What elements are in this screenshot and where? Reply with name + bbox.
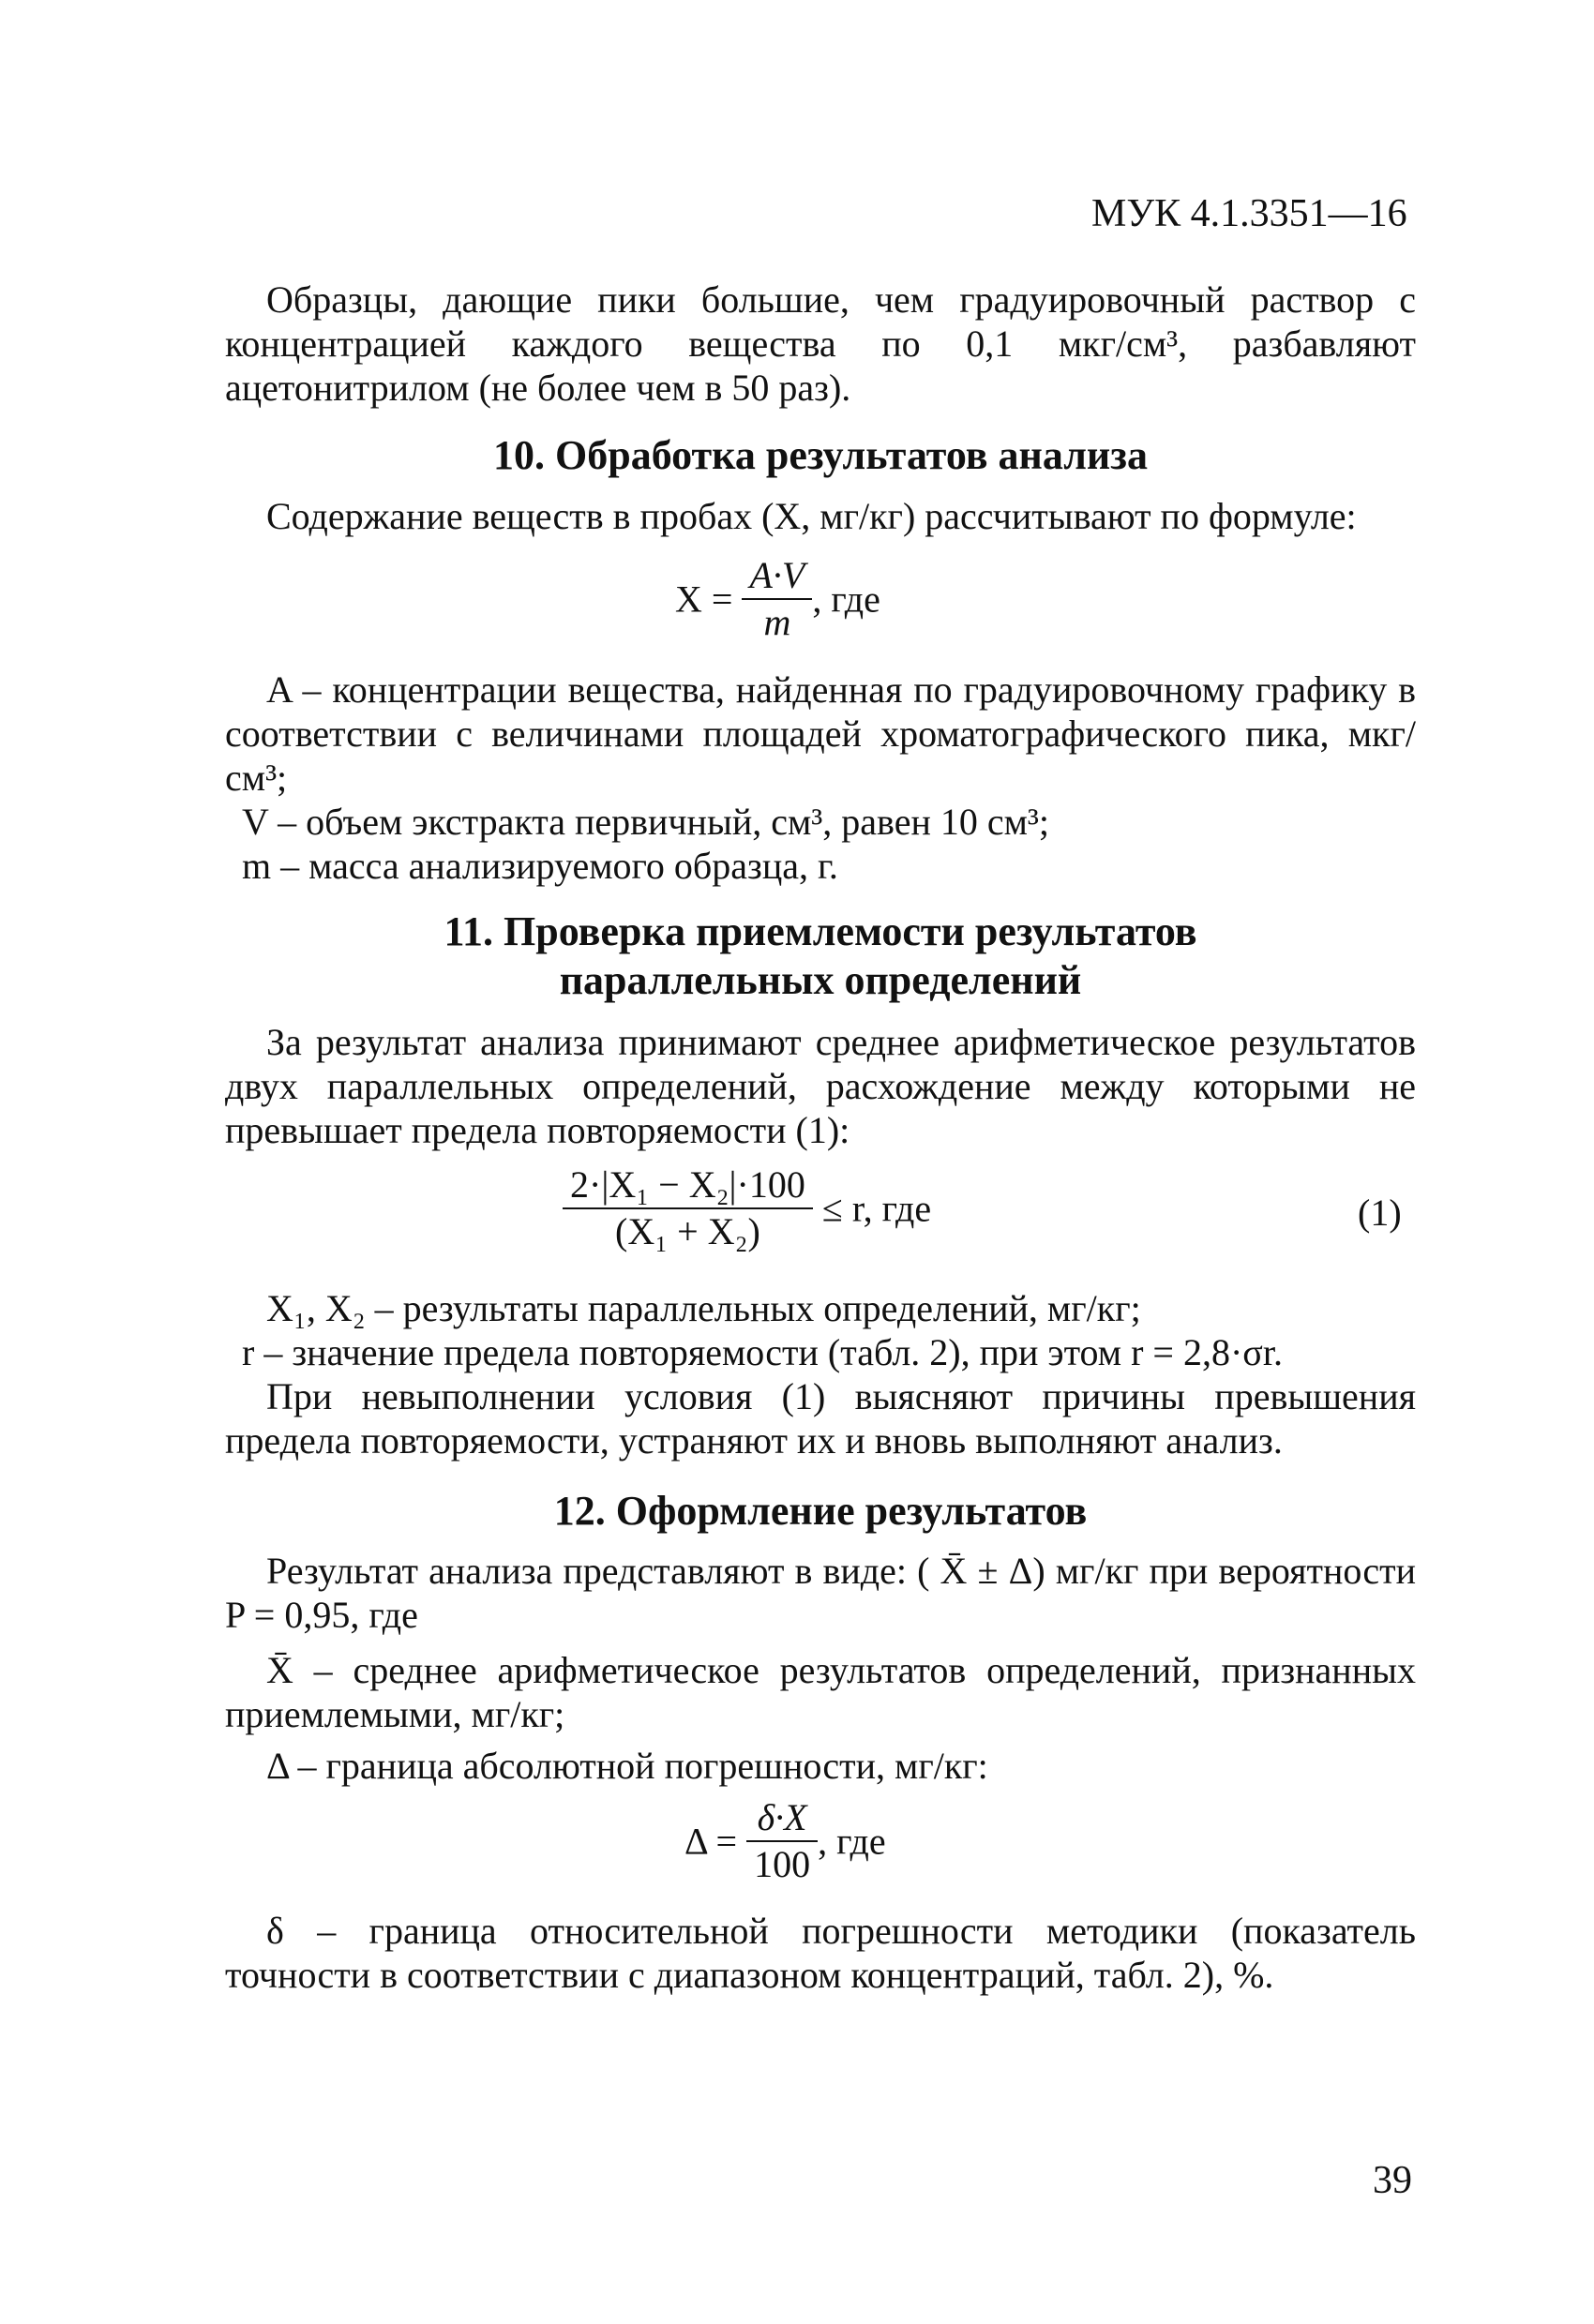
section-10-lead: Содержание веществ в пробах (X, мг/кг) рассчитывают по формуле:	[266, 495, 1357, 537]
section-11-lead: За результат анализа принимают среднее арифметическое результатов двух параллельных определений, расхождение между которыми не превышает предела повторяемости (1):	[225, 1021, 1416, 1151]
formula-repeatability-denominator: (X₁ + X₂)	[615, 1210, 760, 1252]
section-11-heading-line2: параллельных определений	[559, 957, 1082, 1003]
definition-delta: Δ – граница абсолютной погрешности, мг/кг:	[266, 1745, 988, 1787]
formula-x-lhs: X =	[675, 577, 733, 621]
definition-m: m – масса анализируемого образца, г.	[242, 845, 838, 887]
section-11-closing: При невыполнении условия (1) выясняют причины превышения предела повторяемости, устраняют их и вновь выполняют анализ.	[225, 1375, 1416, 1462]
definition-x-bar: X̄ – среднее арифметическое результатов определений, признанных приемлемыми, мг/кг;	[225, 1649, 1416, 1735]
formula-delta-suffix: , где	[818, 1820, 886, 1863]
formula-delta-lhs: Δ =	[684, 1820, 738, 1863]
formula-repeatability-fraction	[563, 1162, 813, 1254]
section-10-heading: 10. Обработка результатов анализа	[493, 432, 1148, 478]
formula-x-fraction	[742, 553, 812, 645]
formula-delta-denominator: 100	[754, 1843, 811, 1885]
formula-delta	[684, 1795, 886, 1887]
document-code: МУК 4.1.3351—16	[1091, 192, 1407, 235]
definition-r: r – значение предела повторяемости (табл. 2), при этом r = 2,8·σr.	[242, 1331, 1283, 1373]
formula-x-suffix: , где	[812, 577, 880, 621]
intro-paragraph: Образцы, дающие пики большие, чем градуировочный раствор с концентрацией каждого вещества по 0,1 мкг/см³, разбавляют ацетонитрилом (не более чем в 50 раз).	[225, 278, 1416, 409]
definition-v: V – объем экстракта первичный, см³, равен 10 см³;	[242, 801, 1050, 843]
page-number: 39	[1373, 2159, 1412, 2202]
formula-repeatability	[563, 1162, 931, 1254]
formula-delta-fraction	[746, 1795, 818, 1887]
formula-number: (1)	[1358, 1192, 1402, 1234]
section-12-closing: δ – граница относительной погрешности методики (показатель точности в соответствии с диапазоном концентраций, табл. 2), %.	[225, 1910, 1416, 1996]
formula-delta-numerator: δ·X	[746, 1795, 818, 1842]
formula-x-denominator: m	[763, 601, 791, 643]
section-12-lead: Результат анализа представляют в виде: ( X̄ ± Δ) мг/кг при вероятности P = 0,95, где	[225, 1550, 1416, 1636]
section-12-heading: 12. Оформление результатов	[553, 1488, 1088, 1534]
formula-repeatability-rhs: ≤ r, где	[821, 1187, 932, 1230]
section-11-heading-line1: 11. Проверка приемлемости результатов	[444, 908, 1197, 954]
formula-repeatability-numerator: 2·|X₁ − X₂|·100	[563, 1162, 813, 1209]
formula-x	[675, 553, 880, 645]
formula-x-numerator: A·V	[742, 553, 812, 600]
definition-a: A – концентрации вещества, найденная по градуировочному графику в соответствии с величинами площадей хроматографического пика, мкг/см³;	[225, 668, 1416, 799]
definition-x1-x2: X₁, X₂ – результаты параллельных определений, мг/кг;	[266, 1287, 1141, 1329]
